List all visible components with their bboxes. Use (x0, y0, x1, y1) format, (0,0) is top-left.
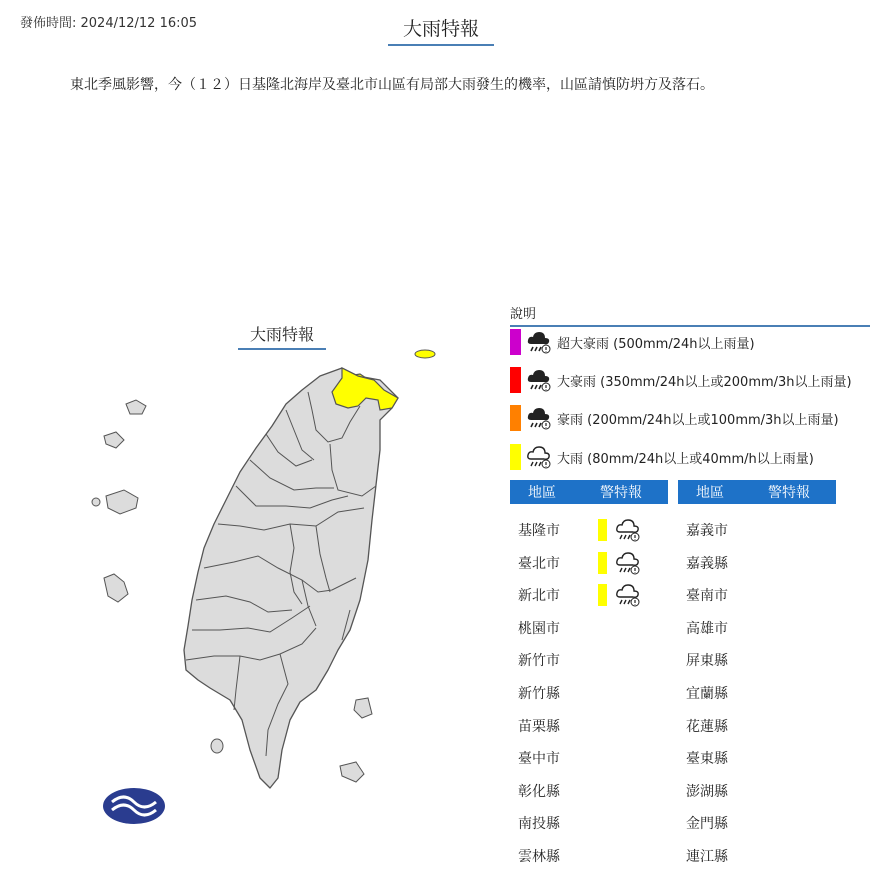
legend-label: 超大豪雨 (500mm/24h以上雨量) (557, 336, 755, 352)
legend-item (510, 404, 839, 432)
rain-cloud-outline-icon (614, 517, 642, 543)
legend-color-swatch (510, 329, 521, 355)
region-name: 新竹市 (518, 653, 560, 670)
region-name: 連江縣 (686, 849, 728, 865)
heavy-rain-cloud-icon (525, 405, 553, 431)
col-warning-header: 警特報 (768, 485, 810, 501)
liuqiu-island (211, 739, 223, 753)
offshore-islet-north (415, 350, 435, 358)
region-name: 臺東縣 (686, 751, 728, 768)
region-name: 宜蘭縣 (686, 686, 728, 702)
col-region-header: 地區 (696, 485, 724, 501)
heavy-rain-cloud-icon (525, 329, 553, 355)
legend-label: 豪雨 (200mm/24h以上或100mm/3h以上雨量) (557, 412, 839, 428)
issue-time: 發佈時間: 2024/12/12 16:05 (20, 16, 198, 31)
region-name: 嘉義市 (686, 523, 728, 539)
penghu-islands (92, 400, 146, 602)
legend-item (510, 443, 814, 471)
region-name: 屏東縣 (686, 653, 728, 670)
legend-color-swatch (510, 405, 521, 431)
warning-level-bar (598, 519, 607, 541)
region-name: 澎湖縣 (686, 783, 728, 800)
cwa-logo (103, 788, 165, 824)
region-name: 新北市 (518, 588, 560, 605)
region-name: 新竹縣 (518, 686, 560, 702)
legend-label: 大豪雨 (350mm/24h以上或200mm/3h以上雨量) (557, 374, 852, 390)
col-region-header: 地區 (528, 485, 556, 501)
warning-description: 東北季風影響，今（１２）日基隆北海岸及臺北市山區有局部大雨發生的機率，山區請慎防坍方及落石。 (70, 77, 714, 93)
page-title: 大雨特報 (388, 14, 494, 46)
region-name: 臺北市 (518, 555, 560, 572)
legend-item (510, 328, 755, 356)
legend-label: 大雨 (80mm/24h以上或40mm/h以上雨量) (557, 451, 814, 467)
region-name: 彰化縣 (518, 783, 560, 800)
legend-color-swatch (510, 444, 521, 470)
legend-item (510, 366, 852, 394)
region-name: 嘉義縣 (686, 555, 728, 572)
legend-heading: 說明 (510, 303, 870, 327)
orchid-island (340, 762, 364, 782)
heavy-rain-cloud-icon (525, 367, 553, 393)
table-header-right (678, 480, 836, 504)
green-island (354, 698, 372, 718)
rain-cloud-outline-icon (614, 550, 642, 576)
region-name: 高雄市 (686, 620, 728, 637)
region-name: 花蓮縣 (686, 718, 728, 735)
region-name: 金門縣 (686, 816, 728, 833)
region-name: 基隆市 (518, 523, 560, 539)
map-title: 大雨特報 (238, 322, 326, 350)
warning-level-bar (598, 584, 607, 606)
region-name: 南投縣 (518, 816, 560, 833)
taiwan-map (80, 310, 440, 850)
region-name: 苗栗縣 (518, 718, 560, 735)
region-name: 臺南市 (686, 588, 728, 605)
warning-level-bar (598, 552, 607, 574)
region-name: 桃園市 (518, 620, 560, 637)
col-warning-header: 警特報 (600, 485, 642, 501)
region-name: 臺中市 (518, 751, 560, 768)
rain-cloud-outline-icon (614, 582, 642, 608)
region-name: 雲林縣 (518, 849, 560, 865)
rain-cloud-outline-icon (525, 444, 553, 470)
table-header-left (510, 480, 668, 504)
legend-color-swatch (510, 367, 521, 393)
